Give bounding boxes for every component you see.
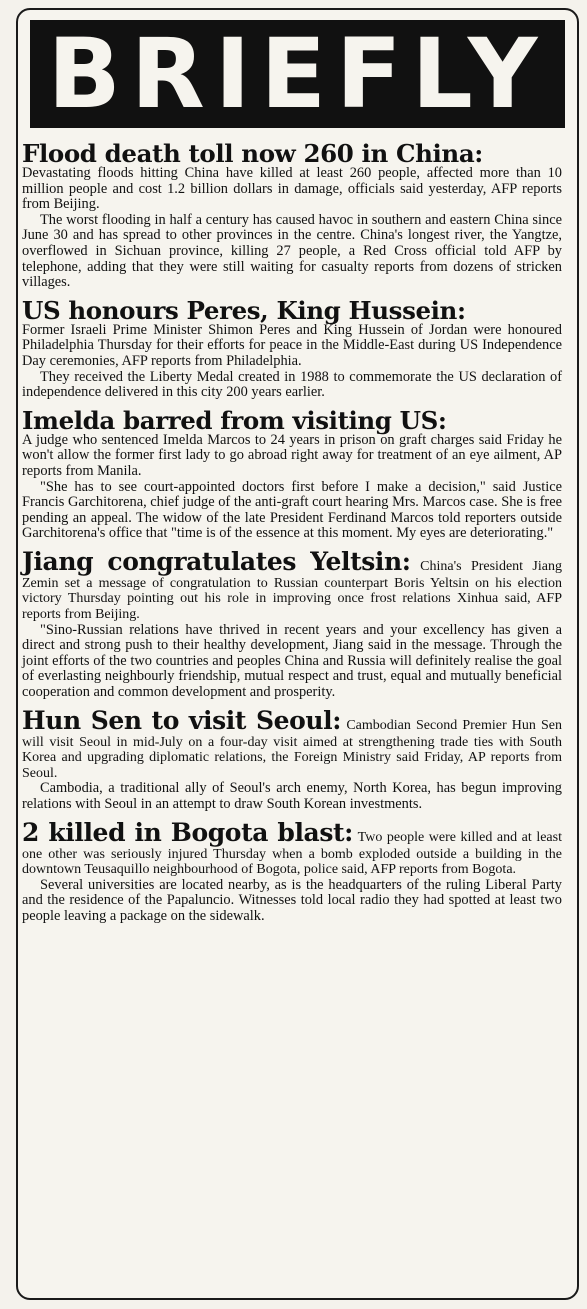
masthead-title: BRIEFLY [47,18,548,130]
story-liberty-medal [22,297,562,401]
story-imelda [22,407,562,542]
headline: Jiang congratulates Yeltsin: [22,546,411,576]
story-hun-sen [22,707,562,813]
story-paragraph: Cambodia, a traditional ally of Seoul's arch enemy, North Korea, has begun improving relations with Seoul in an attempt to draw South Korean investments. [22,780,562,812]
headline: US honours Peres, King Hussein: [22,295,466,325]
story-lead-paragraph [22,819,562,878]
briefs-column [22,140,562,931]
headline: Flood death toll now 260 in China: [22,139,483,168]
story-paragraph: Former Israeli Prime Minister Shimon Peres and King Hussein of Jordan were honoured Philadelphia Thursday for their efforts for peace in the Middle-East during US Independence Day ceremonies, AFP reports from Philadelphia. [22,321,562,369]
story-bogota-blast [22,819,562,925]
story-paragraph: A judge who sentenced Imelda Marcos to 24 years in prison on graft charges said Friday he won't allow the former first lady to go abroad right away for treatment of an eye ailment, AP reports from Manila. [22,431,562,479]
story-paragraph: The worst flooding in half a century has caused havoc in southern and eastern China since June 30 and has spread to other provinces in the centre. China's longest river, the Yangtze, overflowed in Sichuan province, killing 27 people, a Red Cross official told AFP by telephone, adding that they were still waiting for casualty reports from dozens of stricken villages. [22,211,562,291]
story-paragraph: "She has to see court-appointed doctors first before I make a decision," said Justice Francis Garchitorena, chief judge of the anti-graft court hearing Mrs. Marcos case. She is free pending an appeal. The widow of the late President Ferdinand Marcos told reporters outside Garchitorena's office that "time is of the essence at this moment. My eyes are deteriorating." [22,478,562,542]
story-lead-paragraph [22,548,562,623]
story-china-floods [22,140,562,291]
headline: Hun Sen to visit Seoul: [22,705,342,735]
headline: 2 killed in Bogota blast: [22,817,353,847]
masthead [30,20,565,128]
story-lead: China's President Jiang Zemin set a message of congratulation to Russian counterpart Boris Yeltsin on his election victory Thursday pointing out his role in improving once frost relations Xinhua said, AFP reports from Beijing. [22,558,562,623]
story-paragraph: Devastating floods hitting China have killed at least 260 people, affected more than 10 million people and cost 1.2 billion dollars in damage, officials said yesterday, AFP reports from Beijing. [22,165,562,213]
story-paragraph: Several universities are located nearby, as is the headquarters of the ruling Liberal Party and the residence of the Papaluncio. Witnesses told local radio they had spotted at least two people leaving a package on the sidewalk. [22,876,562,924]
story-lead-paragraph [22,707,562,782]
story-lead: Cambodian Second Premier Hun Sen will visit Seoul in mid-July on a four-day visit aimed at strengthening trade ties with South Korea and upgrading diplomatic relations, the Foreign Ministry said Friday, AP reports from Seoul. [22,717,562,781]
story-lead: Two people were killed and at least one other was seriously injured Thursday when a bomb exploded outside a building in the downtown Teusaquillo neighbourhood of Bogota, police said, AFP reports from Bogota. [22,829,562,878]
story-paragraph: "Sino-Russian relations have thrived in recent years and your excellency has given a direct and strong push to their healthy development, Jiang said in the message. Through the joint efforts of the two countries and peoples China and Russia will definitely realise the goal of everlasting neighbourly friendship, mutual respect and trust, equal and mutually beneficial cooperation and common development and prosperity. [22,621,562,701]
story-paragraph: They received the Liberty Medal created in 1988 to commemorate the US declaration of independence delivered in this city 200 years earlier. [22,368,562,401]
headline: Imelda barred from visiting US: [22,405,447,435]
story-jiang-yeltsin [22,548,562,701]
